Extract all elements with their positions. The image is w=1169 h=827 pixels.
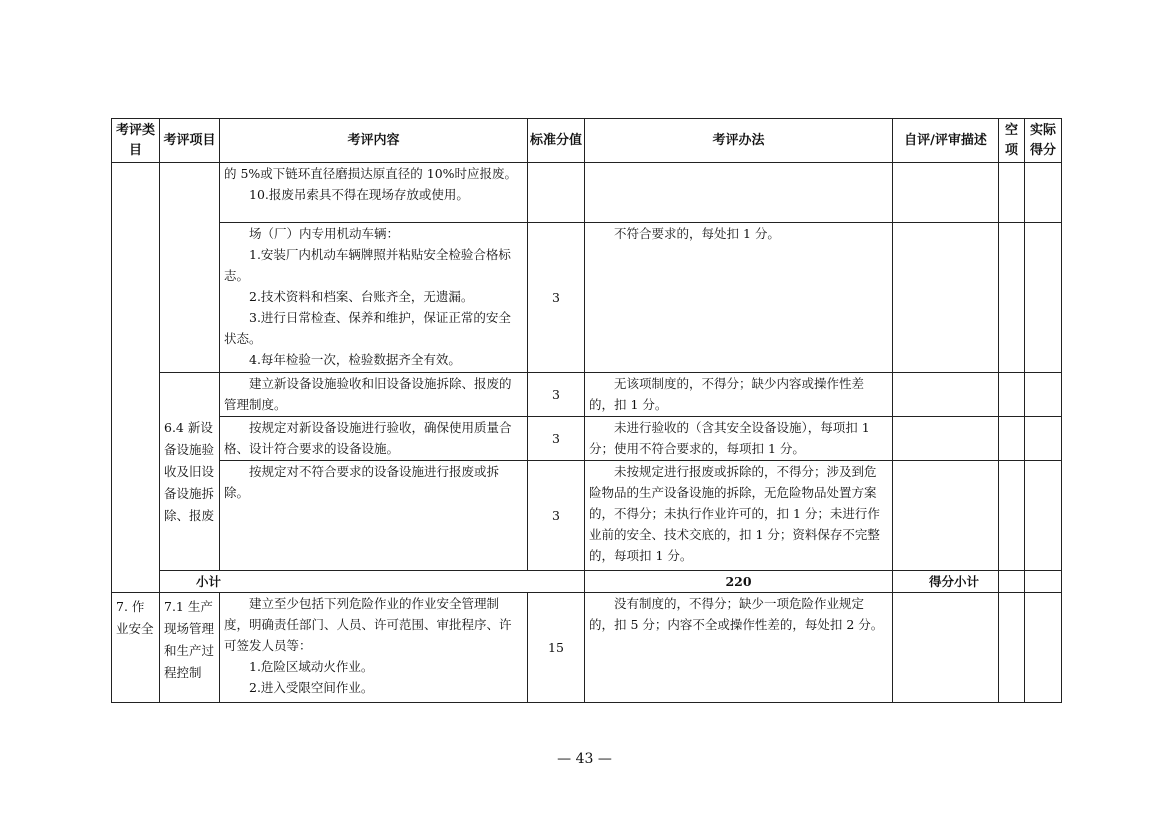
- empty-cell[interactable]: [1025, 571, 1062, 593]
- empty-cell[interactable]: [999, 417, 1025, 461]
- item-7-1-label: 7.1 生产现场管理和生产过程控制: [164, 599, 215, 680]
- subtotal-label-text: 小计: [196, 574, 222, 589]
- score-cell: 3: [528, 373, 585, 417]
- table-row: [112, 223, 1062, 373]
- actual-score-cell[interactable]: [1025, 461, 1062, 571]
- table-row: [112, 461, 1062, 571]
- content-line: 1.危险区域动火作业。: [249, 659, 374, 674]
- item-cell: [160, 163, 220, 373]
- subtotal-score-label: [893, 571, 999, 593]
- content-line: 的 5%或下链环直径磨损达原直径的 10%时应报废。: [224, 166, 518, 181]
- item-cell: [160, 373, 220, 571]
- content-text: 按规定对不符合要求的设备设施进行报废或拆除。: [224, 464, 500, 500]
- actual-score-cell[interactable]: [1025, 417, 1062, 461]
- empty-cell[interactable]: [999, 593, 1025, 703]
- subtotal-score-label-text: 得分小计: [929, 574, 980, 589]
- self-eval-cell[interactable]: [893, 163, 999, 223]
- content-line: 3.进行日常检查、保养和维护，保证正常的安全状态。: [224, 310, 511, 346]
- method-text: 不符合要求的，每处扣 1 分。: [614, 226, 780, 241]
- score-cell: 3: [528, 461, 585, 571]
- subtotal-label: [160, 571, 585, 593]
- header-self-eval: 自评/评审描述: [893, 119, 999, 163]
- subtotal-score: 220: [585, 571, 893, 593]
- content-cell: [220, 223, 528, 373]
- table-row: [112, 163, 1062, 223]
- self-eval-cell[interactable]: [893, 417, 999, 461]
- content-line: 2.进入受限空间作业。: [249, 680, 374, 695]
- method-cell: [585, 163, 893, 223]
- content-cell: [220, 417, 528, 461]
- content-line: 2.技术资料和档案、台账齐全，无遗漏。: [249, 289, 474, 304]
- content-cell: [220, 163, 528, 223]
- content-line: 1.安装厂内机动车辆牌照并粘贴安全检验合格标志。: [224, 247, 511, 283]
- header-content: 考评内容: [220, 119, 528, 163]
- empty-cell[interactable]: [999, 223, 1025, 373]
- category-7-label: 7. 作业安全: [116, 599, 154, 636]
- method-text: 无该项制度的，不得分；缺少内容或操作性差的，扣 1 分。: [589, 376, 865, 412]
- method-text: 未按规定进行报废或拆除的，不得分；涉及到危险物品的生产设备设施的拆除，无危险物品处置方案的，不得分；未执行作业许可的，扣 1 分；未进行作业前的安全、技术交底的，扣 1 分；资料保存不完整的，每项扣 1 分。: [589, 464, 880, 563]
- header-method: 考评办法: [585, 119, 893, 163]
- content-cell: [220, 373, 528, 417]
- content-cell: [220, 593, 528, 703]
- actual-score-cell[interactable]: [1025, 163, 1062, 223]
- table-row: [112, 593, 1062, 703]
- method-cell: [585, 223, 893, 373]
- header-category: 考评类目: [112, 119, 160, 163]
- content-text: 按规定对新设备设施进行验收，确保使用质量合格、设计符合要求的设备设施。: [224, 420, 512, 456]
- category-cell: [112, 163, 160, 593]
- table-header-row: [112, 119, 1062, 163]
- self-eval-cell[interactable]: [893, 373, 999, 417]
- subtotal-row: [112, 571, 1062, 593]
- item-cell: [160, 593, 220, 703]
- content-cell: [220, 461, 528, 571]
- header-item: 考评项目: [160, 119, 220, 163]
- method-text: 未进行验收的（含其安全设备设施），每项扣 1 分；使用不符合要求的，每项扣 1 分。: [589, 420, 870, 456]
- self-eval-cell[interactable]: [893, 593, 999, 703]
- score-cell: 3: [528, 417, 585, 461]
- empty-cell[interactable]: [999, 163, 1025, 223]
- actual-score-cell[interactable]: [1025, 373, 1062, 417]
- method-cell: [585, 461, 893, 571]
- method-cell: [585, 417, 893, 461]
- table-row: [112, 417, 1062, 461]
- method-cell: [585, 373, 893, 417]
- self-eval-cell[interactable]: [893, 223, 999, 373]
- content-text: 建立新设备设施验收和旧设备设施拆除、报废的管理制度。: [224, 376, 512, 412]
- method-cell: [585, 593, 893, 703]
- header-empty: 空项: [999, 119, 1025, 163]
- actual-score-cell[interactable]: [1025, 223, 1062, 373]
- item-6-4-label: 6.4 新设备设施验收及旧设备设施拆除、报废: [164, 419, 215, 523]
- self-eval-cell[interactable]: [999, 571, 1025, 593]
- content-line: 4.每年检验一次，检验数据齐全有效。: [249, 352, 461, 367]
- actual-score-cell[interactable]: [1025, 593, 1062, 703]
- content-line: 10.报废吊索具不得在现场存放或使用。: [249, 187, 469, 202]
- method-text: 没有制度的，不得分；缺少一项危险作业规定的，扣 5 分；内容不全或操作性差的，每处扣 2 分。: [589, 596, 884, 632]
- score-cell: 15: [528, 593, 585, 703]
- content-line: 建立至少包括下列危险作业的作业安全管理制度，明确责任部门、人员、许可范围、审批程序、许可签发人员等：: [224, 596, 512, 653]
- header-actual-score: 实际得分: [1025, 119, 1062, 163]
- self-eval-cell[interactable]: [893, 461, 999, 571]
- header-standard-score: 标准分值: [528, 119, 585, 163]
- page-number: — 43 —: [557, 751, 612, 767]
- content-line: 场（厂）内专用机动车辆：: [249, 226, 400, 241]
- score-cell: 3: [528, 223, 585, 373]
- category-cell: [112, 593, 160, 703]
- table-row: [112, 373, 1062, 417]
- score-cell: [528, 163, 585, 223]
- evaluation-table: [111, 118, 1062, 703]
- empty-cell[interactable]: [999, 461, 1025, 571]
- empty-cell[interactable]: [999, 373, 1025, 417]
